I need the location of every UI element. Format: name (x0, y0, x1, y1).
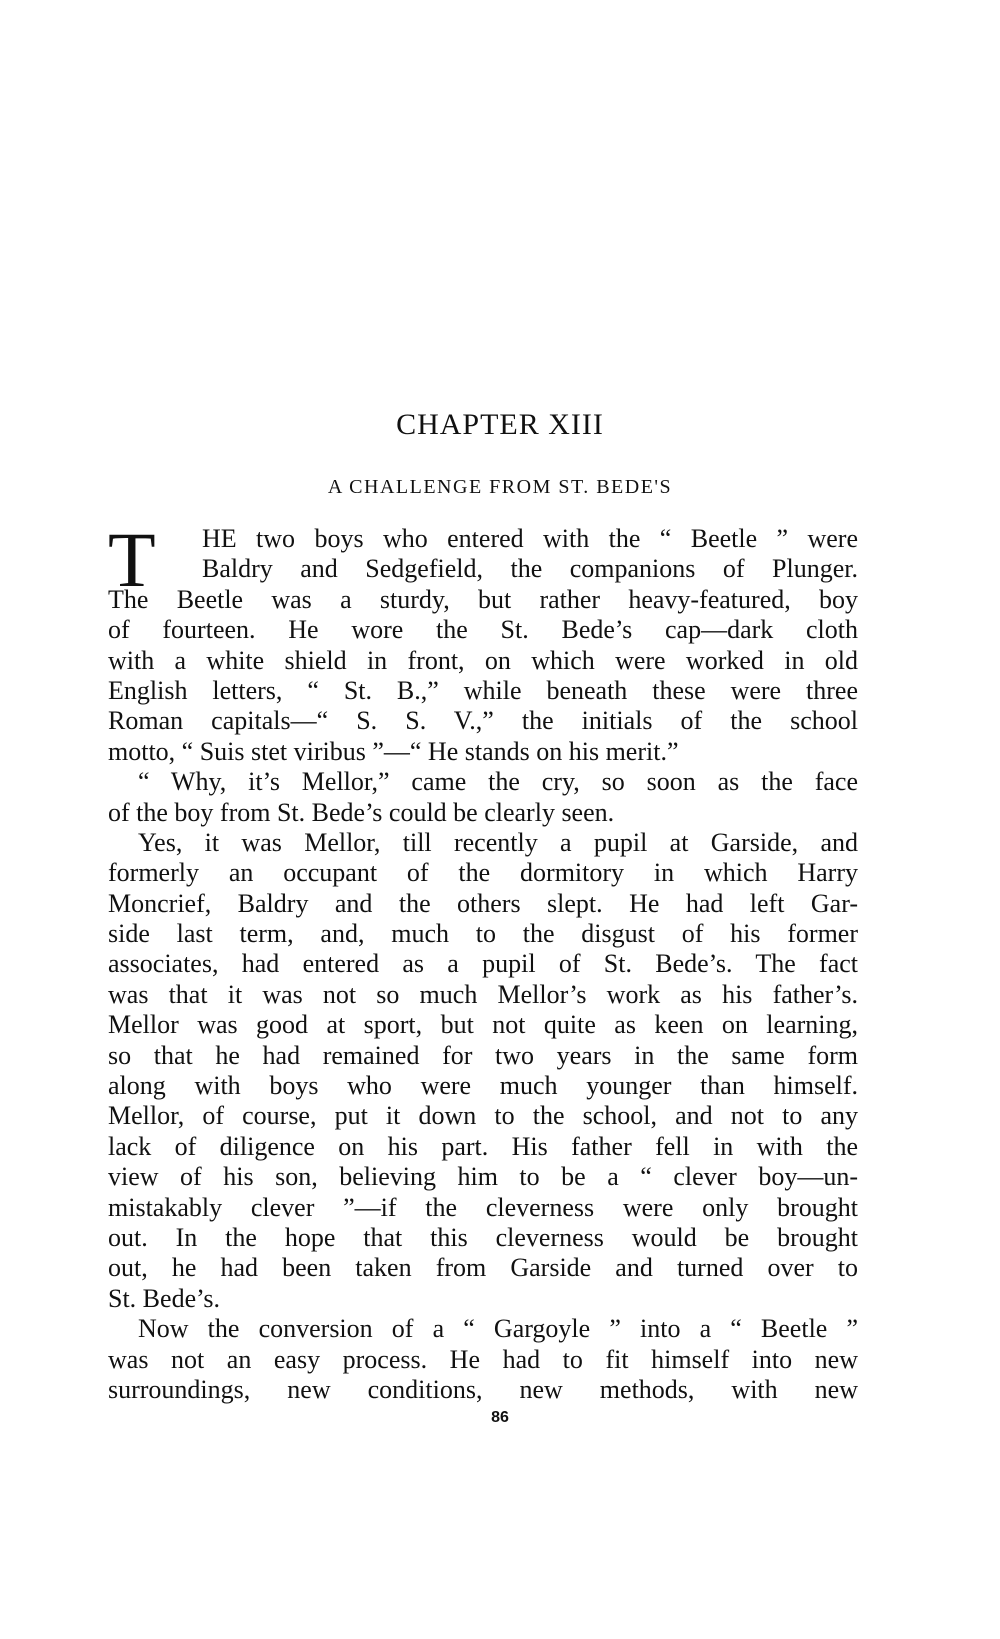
body-text (108, 516, 858, 1405)
text-line: Moncrief, Baldry and the others slept. He had left Gar- (108, 888, 858, 918)
text-line: out. In the hope that this cleverness would be brought (108, 1222, 858, 1252)
text-line: The Beetle was a sturdy, but rather heavy-featured, boy (108, 584, 858, 614)
text-line: was not an easy process. He had to fit himself into new (108, 1344, 858, 1374)
text-line: surroundings, new conditions, new methods, with new (108, 1374, 858, 1404)
text-line: along with boys who were much younger than himself. (108, 1071, 858, 1101)
text-line: Mellor was good at sport, but not quite as keen on learning, (108, 1010, 858, 1040)
text-line: Now the conversion of a “ Gargoyle ” into a “ Beetle ” (138, 1314, 858, 1344)
drop-cap: T (108, 516, 156, 603)
text-line: motto, “ Suis stet viribus ”—“ He stands on his merit.” (108, 736, 679, 766)
text-line: view of his son, believing him to be a “ clever boy—un- (108, 1162, 858, 1192)
page-number: 86 (491, 1409, 509, 1426)
text-line: mistakably clever ”—if the cleverness were only brought (108, 1192, 858, 1222)
text-line: Yes, it was Mellor, till recently a pupil at Garside, and (138, 827, 858, 857)
text-line: English letters, “ St. B.,” while beneath these were three (108, 675, 858, 705)
chapter-subtitle: A CHALLENGE FROM ST. BEDE'S (327, 476, 673, 498)
text-line: Baldry and Sedgefield, the companions of Plunger. (202, 554, 858, 584)
text-line: was that it was not so much Mellor’s work as his father’s. (108, 979, 858, 1009)
text-line: Roman capitals—“ S. S. V.,” the initials of the school (108, 706, 858, 736)
text-line: Mellor, of course, put it down to the school, and not to any (108, 1101, 858, 1131)
text-line: associates, had entered as a pupil of St. Bede’s. The fact (108, 949, 858, 979)
chapter-heading: CHAPTER XIII (396, 408, 604, 441)
text-line: so that he had remained for two years in the same form (108, 1040, 858, 1070)
text-line: “ Why, it’s Mellor,” came the cry, so soon as the face (138, 767, 858, 797)
text-line: out, he had been taken from Garside and turned over to (108, 1253, 858, 1283)
text-line: side last term, and, much to the disgust of his former (108, 919, 858, 949)
text-line: HE two boys who entered with the “ Beetle ” were (202, 524, 858, 553)
text-line: formerly an occupant of the dormitory in which Harry (108, 858, 858, 888)
text-line: with a white shield in front, on which were worked in old (108, 645, 858, 675)
text-line: St. Bede’s. (108, 1283, 220, 1313)
text-line: of the boy from St. Bede’s could be clearly seen. (108, 797, 615, 827)
text-line: of fourteen. He wore the St. Bede’s cap—dark cloth (108, 615, 858, 645)
text-line: lack of diligence on his part. His father fell in with the (108, 1131, 858, 1161)
